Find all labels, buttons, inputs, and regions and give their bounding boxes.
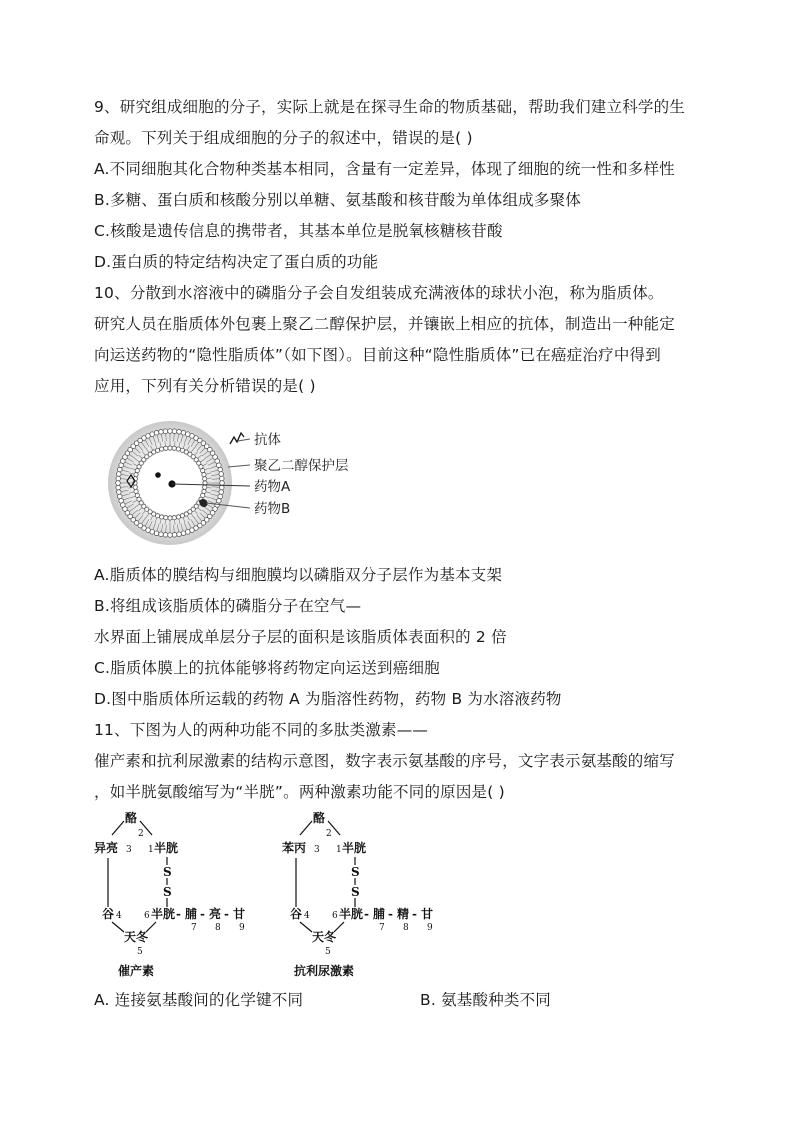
q10-option-b-line1: B.将组成该脂质体的磷脂分子在空气—: [94, 597, 362, 615]
q9-option-d: D.蛋白质的特定结构决定了蛋白质的功能: [94, 253, 379, 271]
vp-s1: S: [351, 865, 360, 879]
ox-aa7: 脯: [185, 907, 198, 921]
vp-dash2: -: [388, 907, 393, 921]
vp-num4: 4: [304, 911, 310, 921]
vp-aa1: 半胱: [342, 841, 367, 855]
vp-dash1: -: [364, 907, 369, 921]
q11-stem-line3: ，如半胱氨酸缩写为“半胱”。两种激素功能不同的原因是( ): [94, 783, 505, 801]
vp-caption: 抗利尿激素: [294, 964, 355, 978]
vp-aa7: 脯: [373, 907, 386, 921]
ox-aa8: 亮: [209, 907, 222, 921]
vp-aa6: 半胱: [339, 907, 364, 921]
ox-s1: S: [163, 865, 172, 879]
liposome-figure: [100, 415, 400, 550]
vp-num1: 1: [336, 845, 342, 855]
q10-stem-line1: 10、分散到水溶液中的磷脂分子会自发组装成充满液体的球状小泡，称为脂质体。: [94, 284, 664, 302]
ox-num3: 3: [126, 845, 132, 855]
vasopressin-structure: [282, 810, 433, 978]
vp-num2: 2: [326, 829, 332, 839]
ox-num5: 5: [137, 947, 143, 957]
label-drug-a: 药物A: [254, 479, 291, 495]
ox-caption: 催产素: [118, 964, 155, 978]
ox-aa6: 半胱: [151, 907, 176, 921]
ox-num7: 7: [191, 923, 197, 933]
vp-aa8: 精: [397, 907, 410, 921]
vp-aa5: 天冬: [312, 930, 337, 944]
q10-option-d: D.图中脂质体所运载的药物 A 为脂溶性药物，药物 B 为水溶液药物: [94, 690, 562, 708]
q9-stem-line1: 9、研究组成细胞的分子，实际上就是在探寻生命的物质基础，帮助我们建立科学的生: [94, 98, 685, 116]
vp-s2: S: [351, 885, 360, 899]
vp-num9: 9: [427, 923, 433, 933]
q10-option-b-line2: 水界面上铺展成单层分子层的面积是该脂质体表面积的 2 倍: [94, 628, 507, 646]
ox-num8: 8: [215, 923, 221, 933]
q10-stem-line4: 应用，下列有关分析错误的是( ): [94, 377, 316, 395]
vp-aa2: 酪: [313, 811, 326, 825]
label-peg-layer: 聚乙二醇保护层: [254, 458, 349, 474]
q11-option-a: A. 连接氨基酸间的化学键不同: [94, 991, 304, 1009]
q10-stem-line3: 向运送药物的“隐性脂质体”（如下图）。目前这种“隐性脂质体”已在癌症治疗中得到: [94, 346, 661, 364]
vp-num7: 7: [379, 923, 385, 933]
ox-dash1: -: [176, 907, 181, 921]
ox-dash3: -: [224, 907, 229, 921]
vp-num8: 8: [403, 923, 409, 933]
drug-small-dot: [155, 472, 161, 478]
leader-peg: [228, 465, 250, 467]
ox-num6: 6: [144, 911, 150, 921]
q10-option-a: A.脂质体的膜结构与细胞膜均以磷脂双分子层作为基本支架: [94, 566, 503, 584]
vp-num3: 3: [314, 845, 320, 855]
ox-aa9: 甘: [233, 907, 246, 921]
oxytocin-structure: [94, 810, 245, 978]
q10-stem-line2: 研究人员在脂质体外包裹上聚乙二醇保护层，并镶嵌上相应的抗体，制造出一种能定: [94, 315, 675, 333]
q10-option-c: C.脂质体膜上的抗体能够将药物定向运送到癌细胞: [94, 659, 440, 677]
q9-option-b: B.多糖、蛋白质和核酸分别以单糖、氨基酸和核苷酸为单体组成多聚体: [94, 191, 581, 209]
q11-option-b: B. 氨基酸种类不同: [420, 991, 551, 1009]
q9-option-a: A.不同细胞其化合物种类基本相同，含量有一定差异，体现了细胞的统一性和多样性: [94, 160, 675, 178]
ox-num4: 4: [116, 911, 122, 921]
liposome-diagram: [108, 421, 244, 545]
ox-num2: 2: [138, 829, 144, 839]
q9-option-c: C.核酸是遗传信息的携带者，其基本单位是脱氧核糖核苷酸: [94, 222, 503, 240]
hormone-figure: [90, 805, 490, 985]
vp-dash3: -: [412, 907, 417, 921]
vp-aa9: 甘: [421, 907, 434, 921]
vp-aa4: 谷: [290, 907, 303, 921]
ox-aa2: 酪: [125, 811, 138, 825]
vp-aa3: 苯丙: [282, 841, 307, 855]
label-drug-b: 药物B: [254, 501, 291, 517]
ox-s2: S: [163, 885, 172, 899]
ox-aa4: 谷: [102, 907, 115, 921]
vp-num6: 6: [332, 911, 338, 921]
ox-num9: 9: [239, 923, 245, 933]
leader-antibody: [238, 439, 250, 441]
antibody-icon: [230, 433, 244, 444]
q11-stem-line1: 11、下图为人的两种功能不同的多肽类激素——: [94, 721, 429, 739]
ox-aa1: 半胱: [154, 841, 179, 855]
ox-aa5: 天冬: [124, 930, 149, 944]
vp-num5: 5: [325, 947, 331, 957]
ox-aa3: 异亮: [94, 841, 119, 855]
ox-dash2: -: [200, 907, 205, 921]
q9-stem-line2: 命观。下列关于组成细胞的分子的叙述中，错误的是( ): [94, 129, 473, 147]
q11-stem-line2: 催产素和抗利尿激素的结构示意图，数字表示氨基酸的序号，文字表示氨基酸的缩写: [94, 752, 675, 770]
ox-num1: 1: [148, 845, 154, 855]
label-antibody: 抗体: [254, 432, 281, 448]
